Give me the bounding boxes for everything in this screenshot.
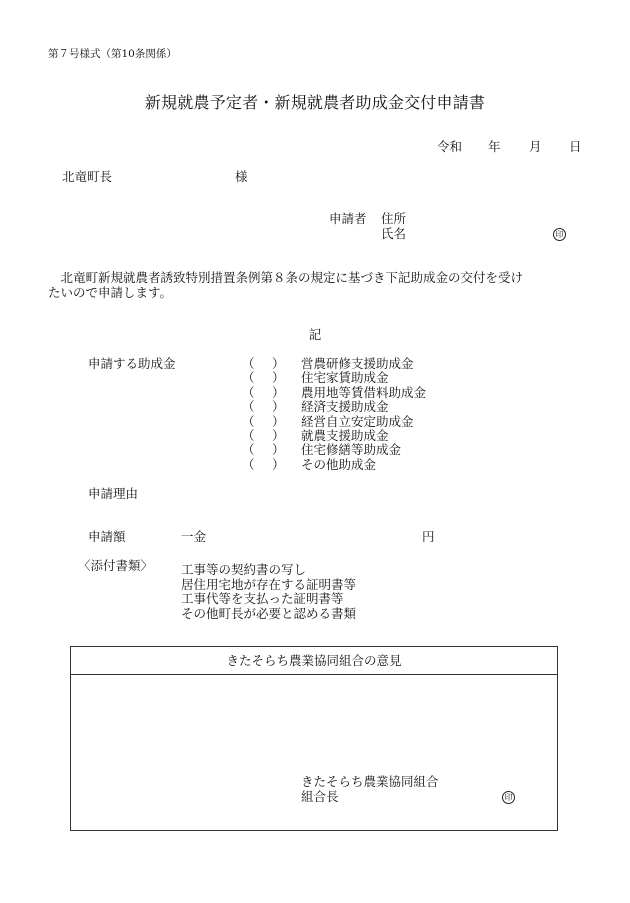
applicant-label: 申請者	[329, 211, 367, 226]
attachment-item: 工事代等を支払った証明書等	[181, 591, 344, 606]
ja-opinion-field[interactable]	[71, 675, 557, 831]
grant-paren-open: （	[242, 442, 255, 458]
amount-label: 申請額	[88, 529, 126, 544]
grant-paren-close: ）	[272, 384, 285, 400]
reason-label: 申請理由	[88, 486, 139, 501]
attachment-item: 居住用宅地が存在する証明書等	[181, 576, 357, 592]
grant-paren-open: （	[242, 370, 255, 386]
grant-option-label: その他助成金	[301, 456, 377, 472]
grant-paren-close: ）	[272, 370, 285, 386]
attachments-list	[181, 560, 357, 621]
ja-head-label: 組合長	[301, 789, 339, 804]
attachment-item: その他町長が必要と認める書類	[181, 605, 357, 621]
grant-label: 申請する助成金	[88, 356, 176, 371]
date-day-label: 日	[569, 139, 582, 154]
grant-option-label: 営農研修支援助成金	[301, 356, 414, 371]
grant-paren-open: （	[242, 399, 255, 415]
applicant-seal-icon: 印	[553, 228, 566, 241]
addressee-honorific: 様	[235, 169, 248, 184]
grant-option-label: 住宅修繕等助成金	[301, 442, 402, 458]
grant-paren-open: （	[242, 413, 255, 429]
grant-paren-close: ）	[272, 413, 285, 429]
amount-prefix: 一金	[181, 529, 207, 544]
application-statement-line-2: たいので申請します。	[48, 285, 173, 300]
grant-option-label: 農用地等賃借料助成金	[301, 384, 427, 400]
grant-paren-close: ）	[272, 399, 285, 415]
grant-paren-open: （	[242, 384, 255, 400]
grant-paren-close: ）	[272, 356, 285, 371]
grant-option-label: 就農支援助成金	[301, 427, 389, 443]
application-statement	[48, 270, 588, 300]
attachment-item: 工事等の契約書の写し	[181, 562, 307, 577]
grant-option-label: 経営自立安定助成金	[301, 413, 414, 429]
date-era: 令和	[437, 139, 463, 154]
application-statement-line-1: 北竜町新規就農者誘致特別措置条例第８条の規定に基づき下記助成金の交付を受け	[48, 270, 524, 285]
amount-unit: 円	[422, 529, 435, 544]
document-title: 新規就農予定者・新規就農者助成金交付申請書	[144, 93, 486, 112]
grant-paren-close: ）	[272, 442, 285, 458]
date-month-label: 月	[529, 139, 542, 154]
grant-paren-close: ）	[272, 456, 285, 472]
ja-opinion-header: きたそらち農業協同組合の意見	[71, 647, 557, 675]
ja-opinion-box	[70, 646, 558, 831]
addressee-name: 北竜町長	[62, 169, 113, 184]
form-number: 第７号様式（第10条関係）	[48, 48, 177, 60]
ja-seal-icon: 印	[502, 791, 515, 804]
grant-paren-open: （	[242, 427, 255, 443]
applicant-name-label: 氏名	[381, 226, 407, 241]
grant-paren-open: （	[242, 456, 255, 472]
grant-option-label: 住宅家賃助成金	[301, 370, 389, 386]
attachments-label: 〈添付書類〉	[78, 558, 154, 573]
grant-paren-open: （	[242, 356, 255, 371]
grant-paren-close: ）	[272, 427, 285, 443]
ja-org-name: きたそらち農業協同組合	[301, 774, 439, 789]
date-year-label: 年	[488, 139, 501, 154]
ki-heading: 記	[308, 327, 322, 342]
applicant-address-label: 住所	[381, 211, 407, 226]
grant-option-label: 経済支援助成金	[301, 399, 389, 415]
